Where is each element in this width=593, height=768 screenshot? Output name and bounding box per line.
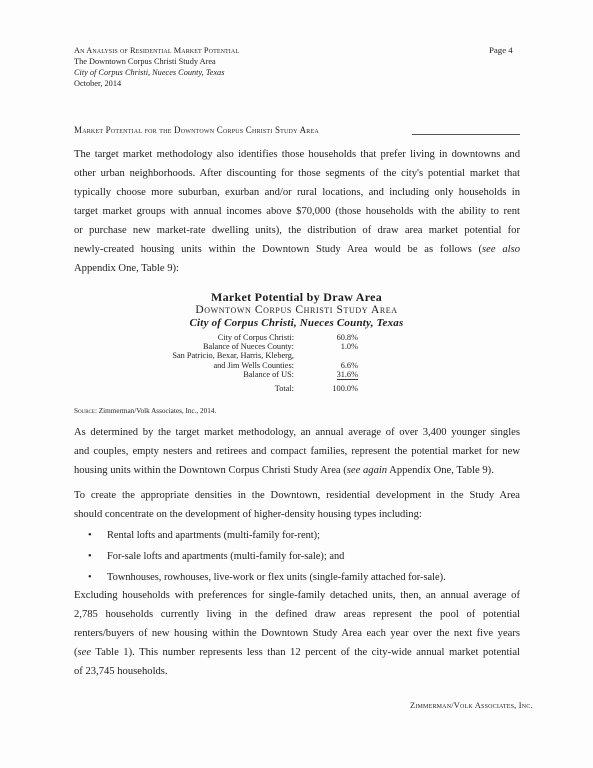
- row-label: Balance of Nueces County:: [202, 342, 294, 352]
- row-value: 60.8%: [336, 333, 358, 342]
- report-date: October, 2014: [74, 79, 122, 88]
- list-item: [88, 567, 446, 588]
- paragraph-excluding: [74, 586, 520, 681]
- row-value: 1.0%: [340, 342, 358, 352]
- table-row: [150, 370, 410, 379]
- row-label: San Patricio, Bexar, Harris, Kleberg,: [172, 351, 294, 361]
- list-item: [88, 525, 446, 546]
- section-heading-rule: [412, 134, 520, 135]
- row-label: Balance of US:: [243, 369, 294, 379]
- table-location: City of Corpus Christi, Nueces County, Texas: [189, 317, 404, 329]
- study-area-name: The Downtown Corpus Christi Study Area: [74, 57, 216, 66]
- paragraph-line: renters/buyers of new housing within the Downtown Study Area each year over the next five years: [74, 628, 520, 639]
- row-value: 6.6%: [340, 360, 358, 370]
- paragraph-line: As determined by the target market methodology, an annual average of over 3,400 younger singles: [74, 427, 520, 438]
- paragraph-line: To create the appropriate densities in the Downtown, residential development in the Study Area: [74, 490, 520, 501]
- citation-see: see: [77, 647, 92, 658]
- paragraph-line: The target market methodology also identifies those households that prefer living in downtowns and: [74, 149, 520, 160]
- page-number: Page 4: [489, 45, 513, 55]
- paragraph-text: newly-created housing units within the Downtown Study Area would be as follows (: [74, 244, 483, 255]
- table-title: Market Potential by Draw Area: [210, 290, 383, 304]
- source-text: Zimmerman/Volk Associates, Inc., 2014.: [98, 407, 217, 415]
- paragraph-annual-average: [74, 423, 520, 480]
- paragraph-line: other urban neighborhoods. After discounting for those segments of the city's potential market that: [74, 168, 520, 179]
- row-value: [320, 351, 368, 360]
- list-item-text: Rental lofts and apartments (multi-family for-rent);: [107, 530, 321, 541]
- paragraph-line: [74, 240, 520, 259]
- paragraph-line: should concentrate on the development of higher-density housing types including:: [74, 509, 422, 520]
- section-heading: [74, 125, 520, 135]
- paragraph-text: Appendix One, Table 9).: [387, 465, 494, 476]
- row-label: and Jim Wells Counties:: [213, 360, 294, 370]
- underlined-value: 31.6%: [336, 369, 358, 379]
- section-heading-text: Market Potential for the Downtown Corpus Christi Study Area: [74, 125, 319, 135]
- paragraph-line: [74, 461, 520, 480]
- list-item-text: For-sale lofts and apartments (multi-family for-sale); and: [107, 551, 345, 562]
- table-source: [74, 407, 216, 415]
- paragraph-line: target market groups with annual incomes above $70,000 (those households with the ability to rent: [74, 206, 520, 217]
- footer-firm-name: Zimmerman/Volk Associates, Inc.: [410, 701, 533, 710]
- paragraph-densities: [74, 486, 520, 524]
- paragraph-text: housing units within the Downtown Corpus Christi Study Area (: [74, 465, 347, 476]
- draw-area-table: [150, 333, 410, 393]
- paragraph-line: of 23,745 households.: [74, 666, 168, 677]
- table-row: [150, 333, 410, 342]
- bullet-icon: •: [88, 530, 92, 541]
- list-item-text: Townhouses, rowhouses, live-work or flex units (single-family attached for-sale).: [107, 572, 446, 583]
- bullet-icon: •: [88, 551, 92, 562]
- paragraph-line: and couples, empty nesters and retirees and compact families, represent the potential market for new: [74, 446, 520, 457]
- paragraph-text: (: [74, 647, 78, 658]
- bullet-icon: •: [88, 572, 92, 583]
- report-title: An Analysis of Residential Market Potential: [74, 46, 240, 55]
- table-subtitle: Downtown Corpus Christi Study Area: [195, 304, 398, 316]
- list-item: [88, 546, 446, 567]
- total-value: 100.0%: [332, 384, 358, 394]
- housing-types-list: [88, 525, 446, 588]
- paragraph-line: [74, 643, 520, 662]
- source-label: Source:: [74, 407, 97, 415]
- paragraph-line: 2,785 households currently living in the defined draw areas represent the pool of potential: [74, 609, 520, 620]
- table-row: [150, 351, 410, 360]
- paragraph-text: Table 1). This number represents less than 12 percent of the city-wide annual market potential: [91, 647, 520, 658]
- paragraph-methodology: [74, 145, 520, 278]
- paragraph-line: Appendix One, Table 9):: [74, 263, 179, 274]
- study-location: City of Corpus Christi, Nueces County, Texas: [74, 68, 225, 77]
- citation-see-also: see also: [482, 244, 520, 255]
- paragraph-line: or purchase new market-rate dwelling units), the distribution of draw area market potential for: [74, 225, 520, 236]
- citation-see-again: see again: [346, 465, 388, 476]
- table-total-row: [150, 384, 410, 393]
- row-label: City of Corpus Christi:: [217, 333, 294, 342]
- table-row: [150, 361, 410, 370]
- total-label: Total:: [274, 384, 294, 394]
- row-value: [320, 370, 368, 379]
- paragraph-line: Excluding households with preferences for single-family detached units, then, an annual average of: [74, 590, 520, 601]
- report-header: [74, 45, 239, 89]
- paragraph-line: typically choose more suburban, exurban and/or rural locations, and including only households in: [74, 187, 520, 198]
- table-row: [150, 342, 410, 351]
